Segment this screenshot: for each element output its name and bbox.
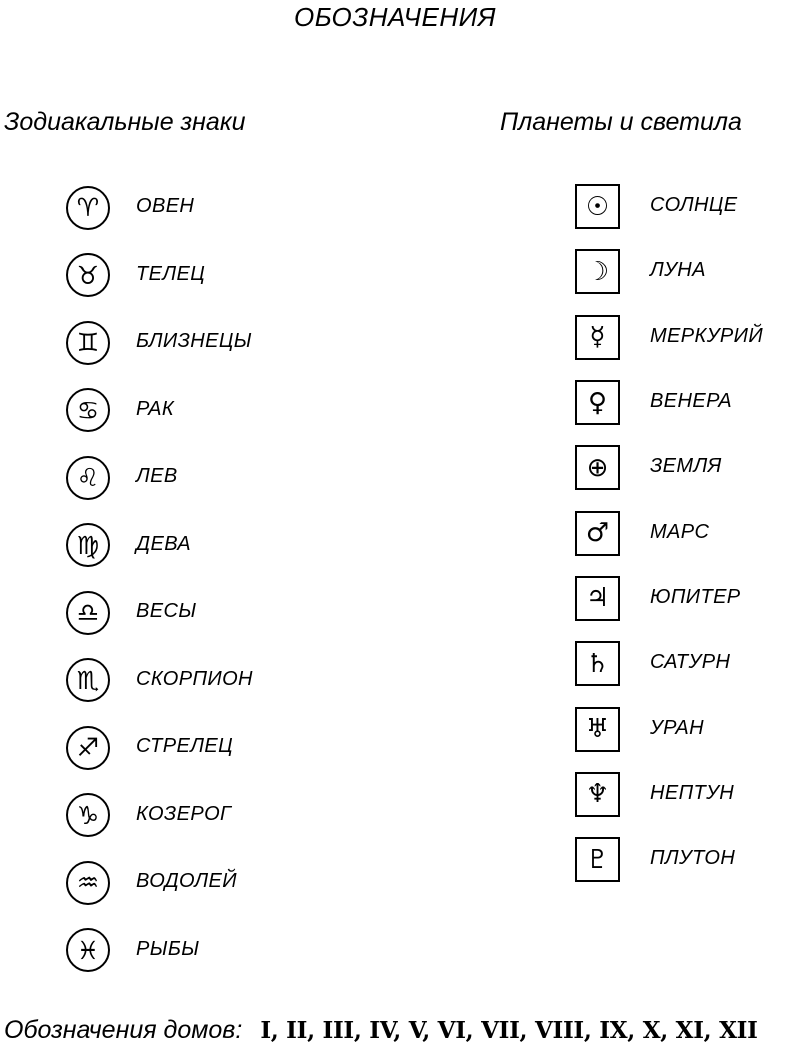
planet-item-moon [575, 237, 763, 302]
planet-item-uranus [575, 694, 763, 759]
planet-name: ЗЕМЛЯ [650, 455, 722, 478]
uranus-icon: ♅ [575, 707, 620, 752]
planet-name: ЛУНА [650, 259, 706, 282]
cancer-icon: ♋ [66, 388, 110, 432]
planet-item-earth [575, 433, 763, 498]
zodiac-name: РАК [136, 397, 175, 420]
planet-name: НЕПТУН [650, 781, 735, 804]
planet-name: ВЕНЕРА [650, 390, 732, 413]
planet-item-jupiter [575, 564, 763, 629]
earth-icon: ⊕ [575, 445, 620, 490]
planet-item-sun [575, 172, 763, 237]
scorpio-icon: ♏ [66, 658, 110, 702]
zodiac-item-aries [66, 172, 253, 239]
jupiter-icon: ♃ [575, 576, 620, 621]
aries-icon: ♈ [66, 186, 110, 230]
planet-item-saturn [575, 629, 763, 694]
planet-name: САТУРН [650, 651, 731, 674]
leo-icon: ♌ [66, 456, 110, 500]
zodiac-name: ВЕСЫ [136, 600, 197, 622]
planet-name: МЕРКУРИЙ [650, 324, 764, 347]
zodiac-item-leo [66, 442, 253, 509]
sagittarius-icon: ♐ [66, 726, 110, 770]
planet-name: СОЛНЦЕ [650, 194, 738, 217]
pisces-icon: ♓ [66, 928, 110, 972]
mercury-icon: ☿ [575, 315, 620, 360]
zodiac-name: КОЗЕРОГ [136, 802, 232, 825]
zodiac-name: ВОДОЛЕЙ [136, 870, 237, 892]
zodiac-name: СКОРПИОН [136, 667, 253, 690]
zodiac-name: ДЕВА [136, 532, 192, 555]
planet-name: ЮПИТЕР [650, 585, 741, 608]
zodiac-name: БЛИЗНЕЦЫ [136, 330, 252, 352]
zodiac-item-capricorn [66, 779, 253, 847]
gemini-icon: ♊ [66, 321, 110, 365]
planets-heading: Планеты и светила [500, 108, 742, 136]
sun-icon: ☉ [575, 184, 620, 229]
saturn-icon: ♄ [575, 641, 620, 686]
pluto-icon: ♇ [575, 837, 620, 882]
zodiac-name: ОВЕН [136, 195, 195, 217]
zodiac-name: ЛЕВ [136, 465, 178, 487]
moon-icon: ☽ [575, 249, 620, 294]
zodiac-name: СТРЕЛЕЦ [136, 735, 234, 757]
zodiac-name: РЫБЫ [136, 937, 200, 960]
planet-name: УРАН [650, 716, 704, 739]
zodiac-item-cancer [66, 374, 253, 442]
zodiac-item-libra [66, 577, 253, 644]
planet-item-venus [575, 368, 763, 433]
planet-name: ПЛУТОН [650, 847, 736, 870]
planet-item-pluto [575, 825, 763, 890]
zodiac-item-taurus [66, 239, 253, 307]
neptune-icon: ♆ [575, 772, 620, 817]
zodiac-item-virgo [66, 509, 253, 577]
planets-list [575, 172, 763, 890]
zodiac-item-sagittarius [66, 712, 253, 779]
page-title: ОБОЗНАЧЕНИЯ [293, 2, 496, 32]
houses-numerals: I, II, III, IV, V, VI, VII, VIII, IX, X, XI, XII [260, 1017, 758, 1044]
planet-item-neptune [575, 760, 763, 825]
zodiac-item-pisces [66, 914, 253, 982]
aquarius-icon: ♒ [66, 861, 110, 905]
planet-name: МАРС [650, 520, 710, 543]
capricorn-icon: ♑ [66, 793, 110, 837]
zodiac-item-aquarius [66, 847, 253, 914]
zodiac-item-gemini [66, 307, 253, 374]
houses-label: Обозначения домов: [4, 1016, 243, 1044]
zodiac-heading: Зодиакальные знаки [4, 108, 246, 136]
taurus-icon: ♉ [66, 253, 110, 297]
venus-icon: ♀ [575, 380, 620, 425]
zodiac-item-scorpio [66, 644, 253, 712]
mars-icon: ♂ [575, 511, 620, 556]
virgo-icon: ♍ [66, 523, 110, 567]
zodiac-name: ТЕЛЕЦ [136, 262, 206, 285]
planet-item-mars [575, 498, 763, 563]
libra-icon: ♎ [66, 591, 110, 635]
zodiac-list [66, 172, 253, 982]
planet-item-mercury [575, 303, 763, 368]
houses-notation [4, 1016, 758, 1045]
